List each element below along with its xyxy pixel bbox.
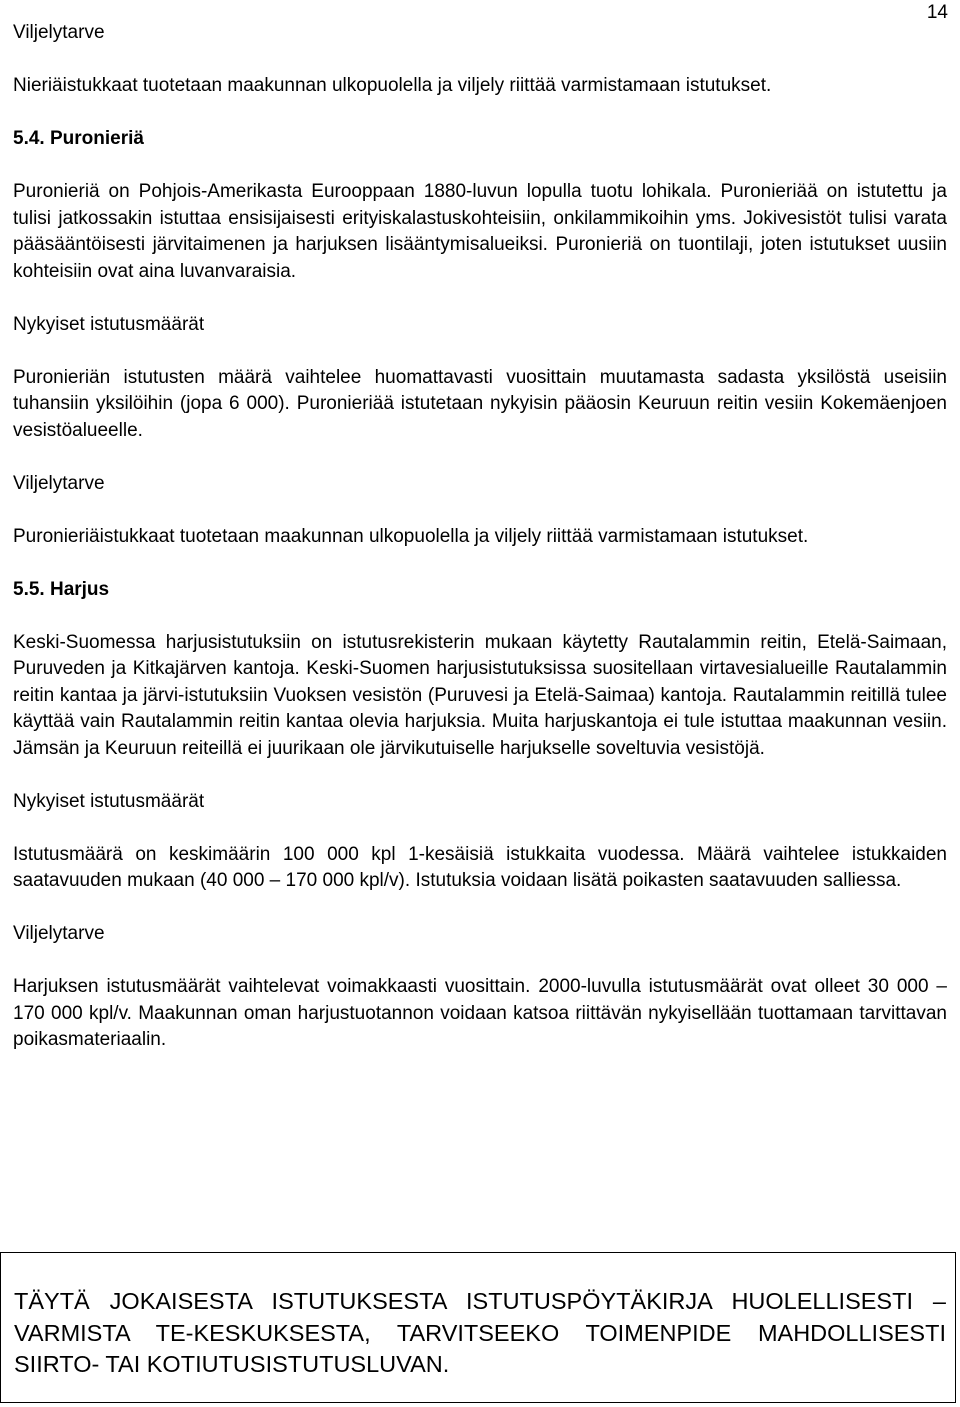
- subheading-nykyiset-istutusmaarat: Nykyiset istutusmäärät: [13, 790, 205, 812]
- subheading-viljelytarve: Viljelytarve: [13, 22, 105, 43]
- paragraph-puronieria-istutukset: Puronieriän istutusten määrä vaihtelee huomattavasti vuosittain muutamasta sadasta yksilöstä useisiin tuhansiin yksilöihin (jopa 6 000). Puronieriää istutetaan nykyisin pääosin Keuruun reitin vesiin Kokemäenjoen vesistöalueelle.: [13, 366, 947, 441]
- section-heading-harjus: 5.5. Harjus: [13, 578, 110, 600]
- page-number: 14: [926, 2, 948, 23]
- subheading-viljelytarve: Viljelytarve: [13, 472, 105, 494]
- paragraph-harjus-istutusmaara: Istutusmäärä on keskimäärin 100 000 kpl 1-kesäisiä istukkaita vuodessa. Määrä vaihtelee istukkaiden saatavuuden mukaan (40 000 – 170 000 kpl/v). Istutuksia voidaan lisätä poikasten saatavuuden salliessa.: [13, 843, 947, 891]
- section-heading-puronieria: 5.4. Puronieriä: [13, 128, 144, 149]
- paragraph-harjus-viljely: Harjuksen istutusmäärät vaihtelevat voimakkaasti vuosittain. 2000-luvulla istutusmäärät ovat olleet 30 000 – 170 000 kpl/v. Maakunnan oman harjustuotannon voidaan katsoa riittävän nykyisellään tuottamaan tarvittavan poikasmateriaalin.: [13, 976, 947, 1050]
- notice-text: TÄYTÄ JOKAISESTA ISTUTUKSESTA ISTUTUSPÖYTÄKIRJA HUOLELLISESTI – VARMISTA TE-KESKUKSESTA, TARVITSEEKO TOIMENPIDE MAHDOLLISESTI SIIRTO- TAI KOTIUTUSISTUTUSLUVAN.: [14, 1288, 946, 1377]
- paragraph-puronieria-viljely: Puronieriäistukkaat tuotetaan maakunnan ulkopuolella ja viljely riittää varmistamaan istutukset.: [13, 525, 809, 547]
- paragraph-harjus-intro: Keski-Suomessa harjusistutuksiin on istutusrekisterin mukaan käytetty Rautalammin reitin, Etelä-Saimaan, Puruveden ja Kitkajärven kantoja. Keski-Suomen harjusistutuksissa suositellaan virtavesialueille Rautalammin reitin kantaa ja järvi-istutuksiin Vuoksen vesistön (Puruvesi ja Etelä-Saimaa) kantoja. Rautalammin reitillä tulee käyttää vain Rautalammin reitin kantaa olevia harjuksia. Muita harjuskantoja ei tule istuttaa maakunnan vesiin. Jämsän ja Keuruun reiteillä ei juurikaan ole järvikutuiselle harjukselle soveltuvia vesistöjä.: [13, 631, 947, 759]
- subheading-nykyiset-istutusmaarat: Nykyiset istutusmäärät: [13, 313, 205, 335]
- document-body: [13, 20, 947, 1054]
- notice-box: [0, 1252, 956, 1403]
- paragraph-nieria-viljely: Nieriäistukkaat tuotetaan maakunnan ulkopuolella ja viljely riittää varmistamaan istutukset.: [13, 75, 772, 96]
- paragraph-puronieria-intro: Puronieriä on Pohjois-Amerikasta Eurooppaan 1880-luvun lopulla tuotu lohikala. Puronieriää on istutettu ja tulisi jatkossakin istuttaa ensisijaisesti erityiskalastuskohteisiin, onkilammikoihin yms. Jokivesistöt tulisi varata pääsääntöisesti järvitaimenen ja harjuksen lisääntymisalueiksi. Puronieriä on tuontilaji, joten istutukset uusiin kohteisiin ovat aina luvanvaraisia.: [13, 181, 947, 282]
- subheading-viljelytarve: Viljelytarve: [13, 923, 105, 944]
